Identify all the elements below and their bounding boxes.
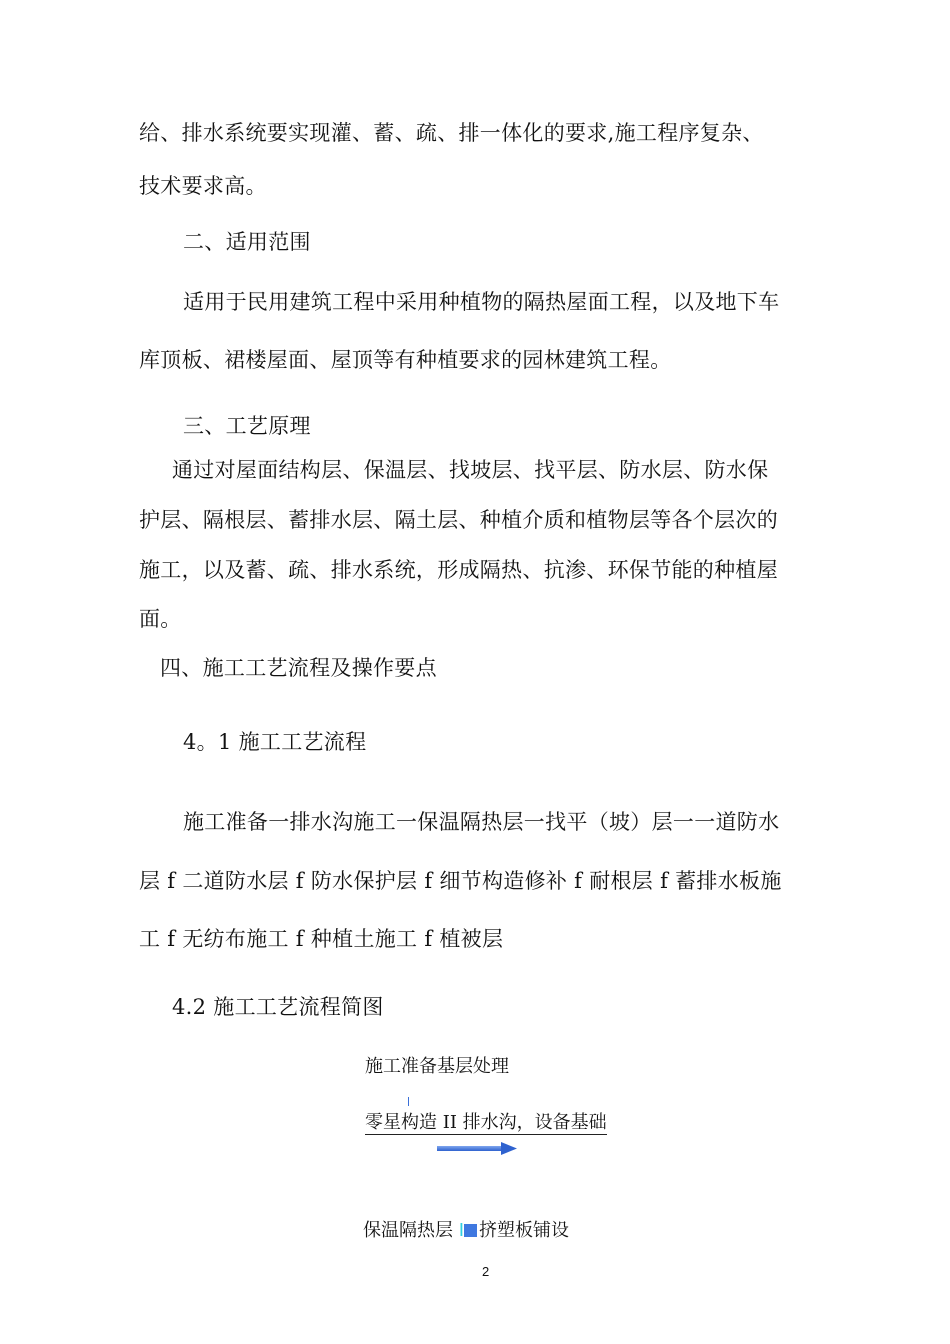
paragraph-line: 层 f 二道防水层 f 防水保护层 f 细节构造修补 f 耐根层 f 蓄排水板施 [139,869,782,893]
flow-step-prep: 施工准备基层处理 [365,1056,509,1077]
page-number: 2 [482,1264,490,1279]
flow-step-details: 零星构造 II 排水沟，设备基础 [365,1112,607,1133]
paragraph-line: 护层、隔根层、蓄排水层、隔土层、种植介质和植物层等各个层次的 [139,508,778,532]
cursor-mark: I [458,1220,465,1241]
paragraph-line: 面。 [139,607,182,631]
insulation-label: 保温隔热层 [363,1220,453,1241]
paragraph-line: 适用于民用建筑工程中采用种植物的隔热屋面工程，以及地下车 [183,290,780,314]
paragraph-line: 给、排水系统要实现灌、蓄、疏、排一体化的要求,施工程序复杂、 [139,121,764,145]
square-marker-icon [464,1224,477,1237]
extruded-board-label: 挤塑板铺设 [479,1220,570,1241]
connector-tick [408,1097,409,1106]
section-heading: 二、适用范围 [183,230,311,254]
paragraph-line: 工 f 无纺布施工 f 种植土施工 f 植被层 [139,927,504,951]
flow-arrow [437,1141,519,1155]
paragraph-line: 通过对屋面结构层、保温层、找坡层、找平层、防水层、防水保 [172,458,769,482]
paragraph-line: 施工准备一排水沟施工一保温隔热层一找平（坡）层一一道防水 [183,810,780,834]
paragraph-line: 技术要求高。 [139,174,267,198]
flow-step-insulation [363,1222,569,1240]
section-heading: 三、工艺原理 [183,414,311,438]
paragraph-line: 施工，以及蓄、疏、排水系统，形成隔热、抗渗、环保节能的种植屋 [139,558,778,582]
subsection-heading: 4.2 施工工艺流程简图 [172,995,384,1019]
subsection-heading: 4。1 施工工艺流程 [183,730,367,754]
section-heading: 四、施工工艺流程及操作要点 [160,656,437,680]
paragraph-line: 库顶板、裙楼屋面、屋顶等有种植要求的园林建筑工程。 [139,348,672,372]
